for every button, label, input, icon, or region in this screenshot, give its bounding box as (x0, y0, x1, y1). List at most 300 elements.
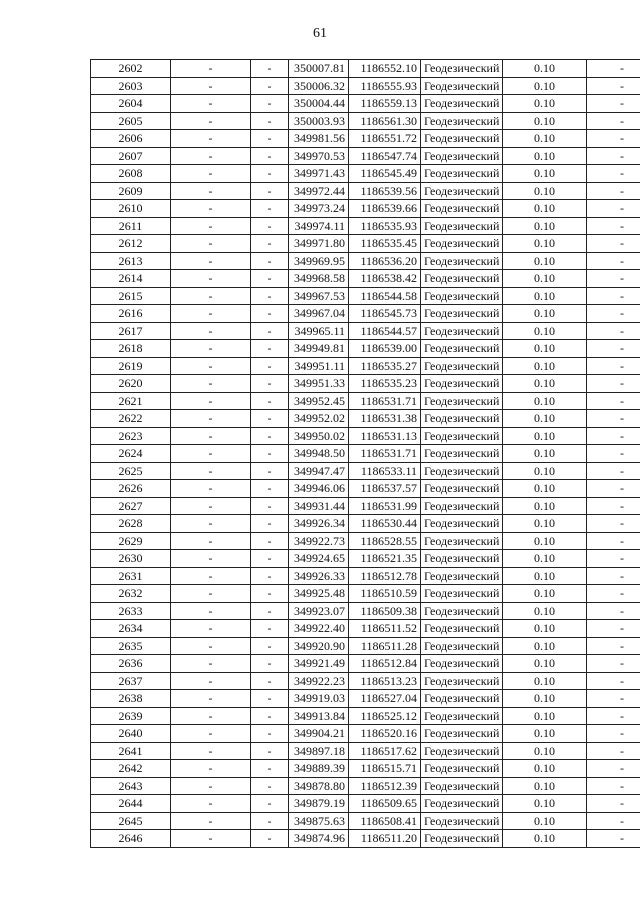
method-cell: Геодезический (421, 602, 503, 620)
x-coordinate-cell: 350003.93 (289, 112, 349, 130)
table-row (91, 95, 640, 113)
x-coordinate-cell: 349897.18 (289, 742, 349, 760)
x-coordinate-cell: 349925.48 (289, 585, 349, 603)
method-cell: Геодезический (421, 445, 503, 463)
dash-cell: - (251, 690, 289, 708)
method-cell: Геодезический (421, 147, 503, 165)
table-row (91, 427, 640, 445)
dash-cell: - (587, 252, 640, 270)
method-cell: Геодезический (421, 235, 503, 253)
method-cell: Геодезический (421, 830, 503, 848)
method-cell: Геодезический (421, 585, 503, 603)
dash-cell: - (587, 182, 640, 200)
precision-cell: 0.10 (503, 60, 587, 78)
table-body (91, 60, 640, 848)
table-row (91, 602, 640, 620)
table-row (91, 392, 640, 410)
precision-cell: 0.10 (503, 147, 587, 165)
dash-cell: - (171, 830, 251, 848)
dash-cell: - (171, 777, 251, 795)
precision-cell: 0.10 (503, 375, 587, 393)
dash-cell: - (171, 305, 251, 323)
y-coordinate-cell: 1186536.20 (349, 252, 421, 270)
dash-cell: - (171, 812, 251, 830)
coordinates-table (90, 59, 640, 848)
dash-cell: - (251, 637, 289, 655)
precision-cell: 0.10 (503, 252, 587, 270)
y-coordinate-cell: 1186539.66 (349, 200, 421, 218)
table-row (91, 567, 640, 585)
y-coordinate-cell: 1186509.38 (349, 602, 421, 620)
x-coordinate-cell: 349981.56 (289, 130, 349, 148)
y-coordinate-cell: 1186539.56 (349, 182, 421, 200)
dash-cell: - (587, 200, 640, 218)
method-cell: Геодезический (421, 392, 503, 410)
x-coordinate-cell: 349923.07 (289, 602, 349, 620)
dash-cell: - (171, 357, 251, 375)
method-cell: Геодезический (421, 217, 503, 235)
dash-cell: - (171, 655, 251, 673)
x-coordinate-cell: 349913.84 (289, 707, 349, 725)
precision-cell: 0.10 (503, 392, 587, 410)
method-cell: Геодезический (421, 270, 503, 288)
method-cell: Геодезический (421, 795, 503, 813)
precision-cell: 0.10 (503, 410, 587, 428)
dash-cell: - (171, 795, 251, 813)
point-number-cell: 2628 (91, 515, 171, 533)
precision-cell: 0.10 (503, 305, 587, 323)
y-coordinate-cell: 1186537.57 (349, 480, 421, 498)
dash-cell: - (251, 200, 289, 218)
y-coordinate-cell: 1186511.20 (349, 830, 421, 848)
precision-cell: 0.10 (503, 130, 587, 148)
y-coordinate-cell: 1186547.74 (349, 147, 421, 165)
precision-cell: 0.10 (503, 95, 587, 113)
precision-cell: 0.10 (503, 812, 587, 830)
method-cell: Геодезический (421, 427, 503, 445)
dash-cell: - (251, 672, 289, 690)
precision-cell: 0.10 (503, 672, 587, 690)
y-coordinate-cell: 1186521.35 (349, 550, 421, 568)
point-number-cell: 2622 (91, 410, 171, 428)
dash-cell: - (171, 620, 251, 638)
point-number-cell: 2640 (91, 725, 171, 743)
dash-cell: - (251, 270, 289, 288)
table-row (91, 550, 640, 568)
dash-cell: - (251, 795, 289, 813)
x-coordinate-cell: 349878.80 (289, 777, 349, 795)
dash-cell: - (587, 375, 640, 393)
dash-cell: - (587, 795, 640, 813)
precision-cell: 0.10 (503, 322, 587, 340)
table-row (91, 532, 640, 550)
dash-cell: - (587, 165, 640, 183)
x-coordinate-cell: 349922.73 (289, 532, 349, 550)
dash-cell: - (171, 270, 251, 288)
point-number-cell: 2629 (91, 532, 171, 550)
x-coordinate-cell: 349948.50 (289, 445, 349, 463)
method-cell: Геодезический (421, 812, 503, 830)
precision-cell: 0.10 (503, 357, 587, 375)
dash-cell: - (587, 427, 640, 445)
point-number-cell: 2604 (91, 95, 171, 113)
x-coordinate-cell: 349875.63 (289, 812, 349, 830)
x-coordinate-cell: 349904.21 (289, 725, 349, 743)
method-cell: Геодезический (421, 620, 503, 638)
dash-cell: - (587, 655, 640, 673)
point-number-cell: 2642 (91, 760, 171, 778)
dash-cell: - (171, 130, 251, 148)
precision-cell: 0.10 (503, 200, 587, 218)
y-coordinate-cell: 1186544.58 (349, 287, 421, 305)
dash-cell: - (587, 462, 640, 480)
x-coordinate-cell: 350007.81 (289, 60, 349, 78)
y-coordinate-cell: 1186513.23 (349, 672, 421, 690)
x-coordinate-cell: 349968.58 (289, 270, 349, 288)
dash-cell: - (587, 602, 640, 620)
dash-cell: - (171, 392, 251, 410)
y-coordinate-cell: 1186544.57 (349, 322, 421, 340)
method-cell: Геодезический (421, 165, 503, 183)
x-coordinate-cell: 349971.80 (289, 235, 349, 253)
dash-cell: - (171, 497, 251, 515)
precision-cell: 0.10 (503, 795, 587, 813)
dash-cell: - (171, 287, 251, 305)
x-coordinate-cell: 349951.33 (289, 375, 349, 393)
method-cell: Геодезический (421, 655, 503, 673)
point-number-cell: 2608 (91, 165, 171, 183)
precision-cell: 0.10 (503, 620, 587, 638)
x-coordinate-cell: 350004.44 (289, 95, 349, 113)
table-row (91, 322, 640, 340)
dash-cell: - (251, 620, 289, 638)
y-coordinate-cell: 1186512.84 (349, 655, 421, 673)
point-number-cell: 2645 (91, 812, 171, 830)
dash-cell: - (171, 602, 251, 620)
point-number-cell: 2603 (91, 77, 171, 95)
precision-cell: 0.10 (503, 112, 587, 130)
x-coordinate-cell: 349920.90 (289, 637, 349, 655)
table-row (91, 742, 640, 760)
dash-cell: - (171, 322, 251, 340)
table-row (91, 515, 640, 533)
dash-cell: - (251, 375, 289, 393)
x-coordinate-cell: 349952.45 (289, 392, 349, 410)
point-number-cell: 2632 (91, 585, 171, 603)
y-coordinate-cell: 1186559.13 (349, 95, 421, 113)
precision-cell: 0.10 (503, 77, 587, 95)
x-coordinate-cell: 349949.81 (289, 340, 349, 358)
dash-cell: - (587, 235, 640, 253)
table-row (91, 200, 640, 218)
point-number-cell: 2612 (91, 235, 171, 253)
precision-cell: 0.10 (503, 602, 587, 620)
y-coordinate-cell: 1186552.10 (349, 60, 421, 78)
dash-cell: - (587, 707, 640, 725)
precision-cell: 0.10 (503, 532, 587, 550)
method-cell: Геодезический (421, 742, 503, 760)
dash-cell: - (251, 515, 289, 533)
point-number-cell: 2602 (91, 60, 171, 78)
table-row (91, 340, 640, 358)
table-row (91, 725, 640, 743)
dash-cell: - (251, 165, 289, 183)
table-row (91, 357, 640, 375)
dash-cell: - (251, 217, 289, 235)
table-row (91, 410, 640, 428)
dash-cell: - (587, 410, 640, 428)
precision-cell: 0.10 (503, 270, 587, 288)
dash-cell: - (171, 427, 251, 445)
dash-cell: - (251, 655, 289, 673)
dash-cell: - (251, 725, 289, 743)
dash-cell: - (587, 497, 640, 515)
point-number-cell: 2609 (91, 182, 171, 200)
dash-cell: - (171, 532, 251, 550)
x-coordinate-cell: 349921.49 (289, 655, 349, 673)
x-coordinate-cell: 349972.44 (289, 182, 349, 200)
dash-cell: - (587, 392, 640, 410)
dash-cell: - (251, 235, 289, 253)
table-row (91, 252, 640, 270)
dash-cell: - (587, 515, 640, 533)
dash-cell: - (587, 217, 640, 235)
point-number-cell: 2621 (91, 392, 171, 410)
dash-cell: - (587, 812, 640, 830)
y-coordinate-cell: 1186531.13 (349, 427, 421, 445)
point-number-cell: 2605 (91, 112, 171, 130)
precision-cell: 0.10 (503, 690, 587, 708)
dash-cell: - (587, 725, 640, 743)
method-cell: Геодезический (421, 410, 503, 428)
method-cell: Геодезический (421, 200, 503, 218)
point-number-cell: 2635 (91, 637, 171, 655)
x-coordinate-cell: 349919.03 (289, 690, 349, 708)
point-number-cell: 2611 (91, 217, 171, 235)
dash-cell: - (171, 445, 251, 463)
dash-cell: - (587, 480, 640, 498)
dash-cell: - (587, 77, 640, 95)
method-cell: Геодезический (421, 95, 503, 113)
point-number-cell: 2638 (91, 690, 171, 708)
dash-cell: - (587, 672, 640, 690)
y-coordinate-cell: 1186512.78 (349, 567, 421, 585)
dash-cell: - (587, 130, 640, 148)
point-number-cell: 2614 (91, 270, 171, 288)
precision-cell: 0.10 (503, 777, 587, 795)
method-cell: Геодезический (421, 322, 503, 340)
dash-cell: - (251, 60, 289, 78)
dash-cell: - (587, 742, 640, 760)
dash-cell: - (587, 637, 640, 655)
precision-cell: 0.10 (503, 462, 587, 480)
dash-cell: - (171, 585, 251, 603)
y-coordinate-cell: 1186535.45 (349, 235, 421, 253)
method-cell: Геодезический (421, 497, 503, 515)
dash-cell: - (251, 567, 289, 585)
x-coordinate-cell: 349951.11 (289, 357, 349, 375)
precision-cell: 0.10 (503, 760, 587, 778)
precision-cell: 0.10 (503, 445, 587, 463)
dash-cell: - (587, 340, 640, 358)
method-cell: Геодезический (421, 707, 503, 725)
dash-cell: - (251, 550, 289, 568)
dash-cell: - (171, 165, 251, 183)
method-cell: Геодезический (421, 130, 503, 148)
point-number-cell: 2610 (91, 200, 171, 218)
dash-cell: - (587, 305, 640, 323)
dash-cell: - (171, 410, 251, 428)
dash-cell: - (251, 760, 289, 778)
point-number-cell: 2620 (91, 375, 171, 393)
method-cell: Геодезический (421, 515, 503, 533)
point-number-cell: 2646 (91, 830, 171, 848)
dash-cell: - (587, 270, 640, 288)
point-number-cell: 2643 (91, 777, 171, 795)
dash-cell: - (171, 690, 251, 708)
y-coordinate-cell: 1186515.71 (349, 760, 421, 778)
table-row (91, 707, 640, 725)
dash-cell: - (171, 252, 251, 270)
point-number-cell: 2624 (91, 445, 171, 463)
point-number-cell: 2626 (91, 480, 171, 498)
dash-cell: - (171, 725, 251, 743)
point-number-cell: 2616 (91, 305, 171, 323)
y-coordinate-cell: 1186528.55 (349, 532, 421, 550)
dash-cell: - (251, 707, 289, 725)
method-cell: Геодезический (421, 60, 503, 78)
point-number-cell: 2615 (91, 287, 171, 305)
y-coordinate-cell: 1186551.72 (349, 130, 421, 148)
point-number-cell: 2631 (91, 567, 171, 585)
dash-cell: - (587, 532, 640, 550)
table-row (91, 480, 640, 498)
table-row (91, 830, 640, 848)
dash-cell: - (171, 515, 251, 533)
method-cell: Геодезический (421, 375, 503, 393)
point-number-cell: 2613 (91, 252, 171, 270)
dash-cell: - (171, 95, 251, 113)
y-coordinate-cell: 1186538.42 (349, 270, 421, 288)
point-number-cell: 2639 (91, 707, 171, 725)
precision-cell: 0.10 (503, 725, 587, 743)
dash-cell: - (171, 760, 251, 778)
y-coordinate-cell: 1186525.12 (349, 707, 421, 725)
table-row (91, 445, 640, 463)
dash-cell: - (587, 690, 640, 708)
table-row (91, 672, 640, 690)
x-coordinate-cell: 349950.02 (289, 427, 349, 445)
y-coordinate-cell: 1186517.62 (349, 742, 421, 760)
method-cell: Геодезический (421, 532, 503, 550)
dash-cell: - (171, 707, 251, 725)
x-coordinate-cell: 349973.24 (289, 200, 349, 218)
method-cell: Геодезический (421, 357, 503, 375)
x-coordinate-cell: 349967.53 (289, 287, 349, 305)
x-coordinate-cell: 349922.23 (289, 672, 349, 690)
dash-cell: - (251, 340, 289, 358)
x-coordinate-cell: 349952.02 (289, 410, 349, 428)
y-coordinate-cell: 1186530.44 (349, 515, 421, 533)
point-number-cell: 2607 (91, 147, 171, 165)
dash-cell: - (251, 130, 289, 148)
method-cell: Геодезический (421, 462, 503, 480)
dash-cell: - (587, 567, 640, 585)
precision-cell: 0.10 (503, 182, 587, 200)
method-cell: Геодезический (421, 112, 503, 130)
dash-cell: - (171, 77, 251, 95)
dash-cell: - (251, 252, 289, 270)
y-coordinate-cell: 1186555.93 (349, 77, 421, 95)
x-coordinate-cell: 349971.43 (289, 165, 349, 183)
y-coordinate-cell: 1186535.93 (349, 217, 421, 235)
dash-cell: - (587, 585, 640, 603)
method-cell: Геодезический (421, 690, 503, 708)
dash-cell: - (251, 427, 289, 445)
method-cell: Геодезический (421, 340, 503, 358)
dash-cell: - (251, 392, 289, 410)
dash-cell: - (251, 742, 289, 760)
dash-cell: - (587, 550, 640, 568)
x-coordinate-cell: 349874.96 (289, 830, 349, 848)
x-coordinate-cell: 349926.34 (289, 515, 349, 533)
dash-cell: - (587, 147, 640, 165)
precision-cell: 0.10 (503, 480, 587, 498)
precision-cell: 0.10 (503, 707, 587, 725)
dash-cell: - (587, 322, 640, 340)
dash-cell: - (251, 480, 289, 498)
table-row (91, 270, 640, 288)
method-cell: Геодезический (421, 480, 503, 498)
y-coordinate-cell: 1186520.16 (349, 725, 421, 743)
method-cell: Геодезический (421, 725, 503, 743)
dash-cell: - (171, 742, 251, 760)
precision-cell: 0.10 (503, 550, 587, 568)
table-row (91, 375, 640, 393)
dash-cell: - (171, 147, 251, 165)
y-coordinate-cell: 1186508.41 (349, 812, 421, 830)
x-coordinate-cell: 349974.11 (289, 217, 349, 235)
dash-cell: - (587, 445, 640, 463)
table-row (91, 812, 640, 830)
point-number-cell: 2637 (91, 672, 171, 690)
dash-cell: - (171, 672, 251, 690)
dash-cell: - (251, 777, 289, 795)
precision-cell: 0.10 (503, 515, 587, 533)
table-row (91, 130, 640, 148)
dash-cell: - (251, 532, 289, 550)
dash-cell: - (171, 60, 251, 78)
dash-cell: - (251, 112, 289, 130)
dash-cell: - (587, 620, 640, 638)
dash-cell: - (251, 462, 289, 480)
dash-cell: - (587, 830, 640, 848)
dash-cell: - (251, 322, 289, 340)
point-number-cell: 2641 (91, 742, 171, 760)
x-coordinate-cell: 349889.39 (289, 760, 349, 778)
method-cell: Геодезический (421, 672, 503, 690)
dash-cell: - (171, 637, 251, 655)
dash-cell: - (171, 375, 251, 393)
point-number-cell: 2630 (91, 550, 171, 568)
dash-cell: - (587, 287, 640, 305)
dash-cell: - (251, 95, 289, 113)
table-row (91, 795, 640, 813)
method-cell: Геодезический (421, 567, 503, 585)
precision-cell: 0.10 (503, 830, 587, 848)
y-coordinate-cell: 1186511.52 (349, 620, 421, 638)
dash-cell: - (251, 147, 289, 165)
